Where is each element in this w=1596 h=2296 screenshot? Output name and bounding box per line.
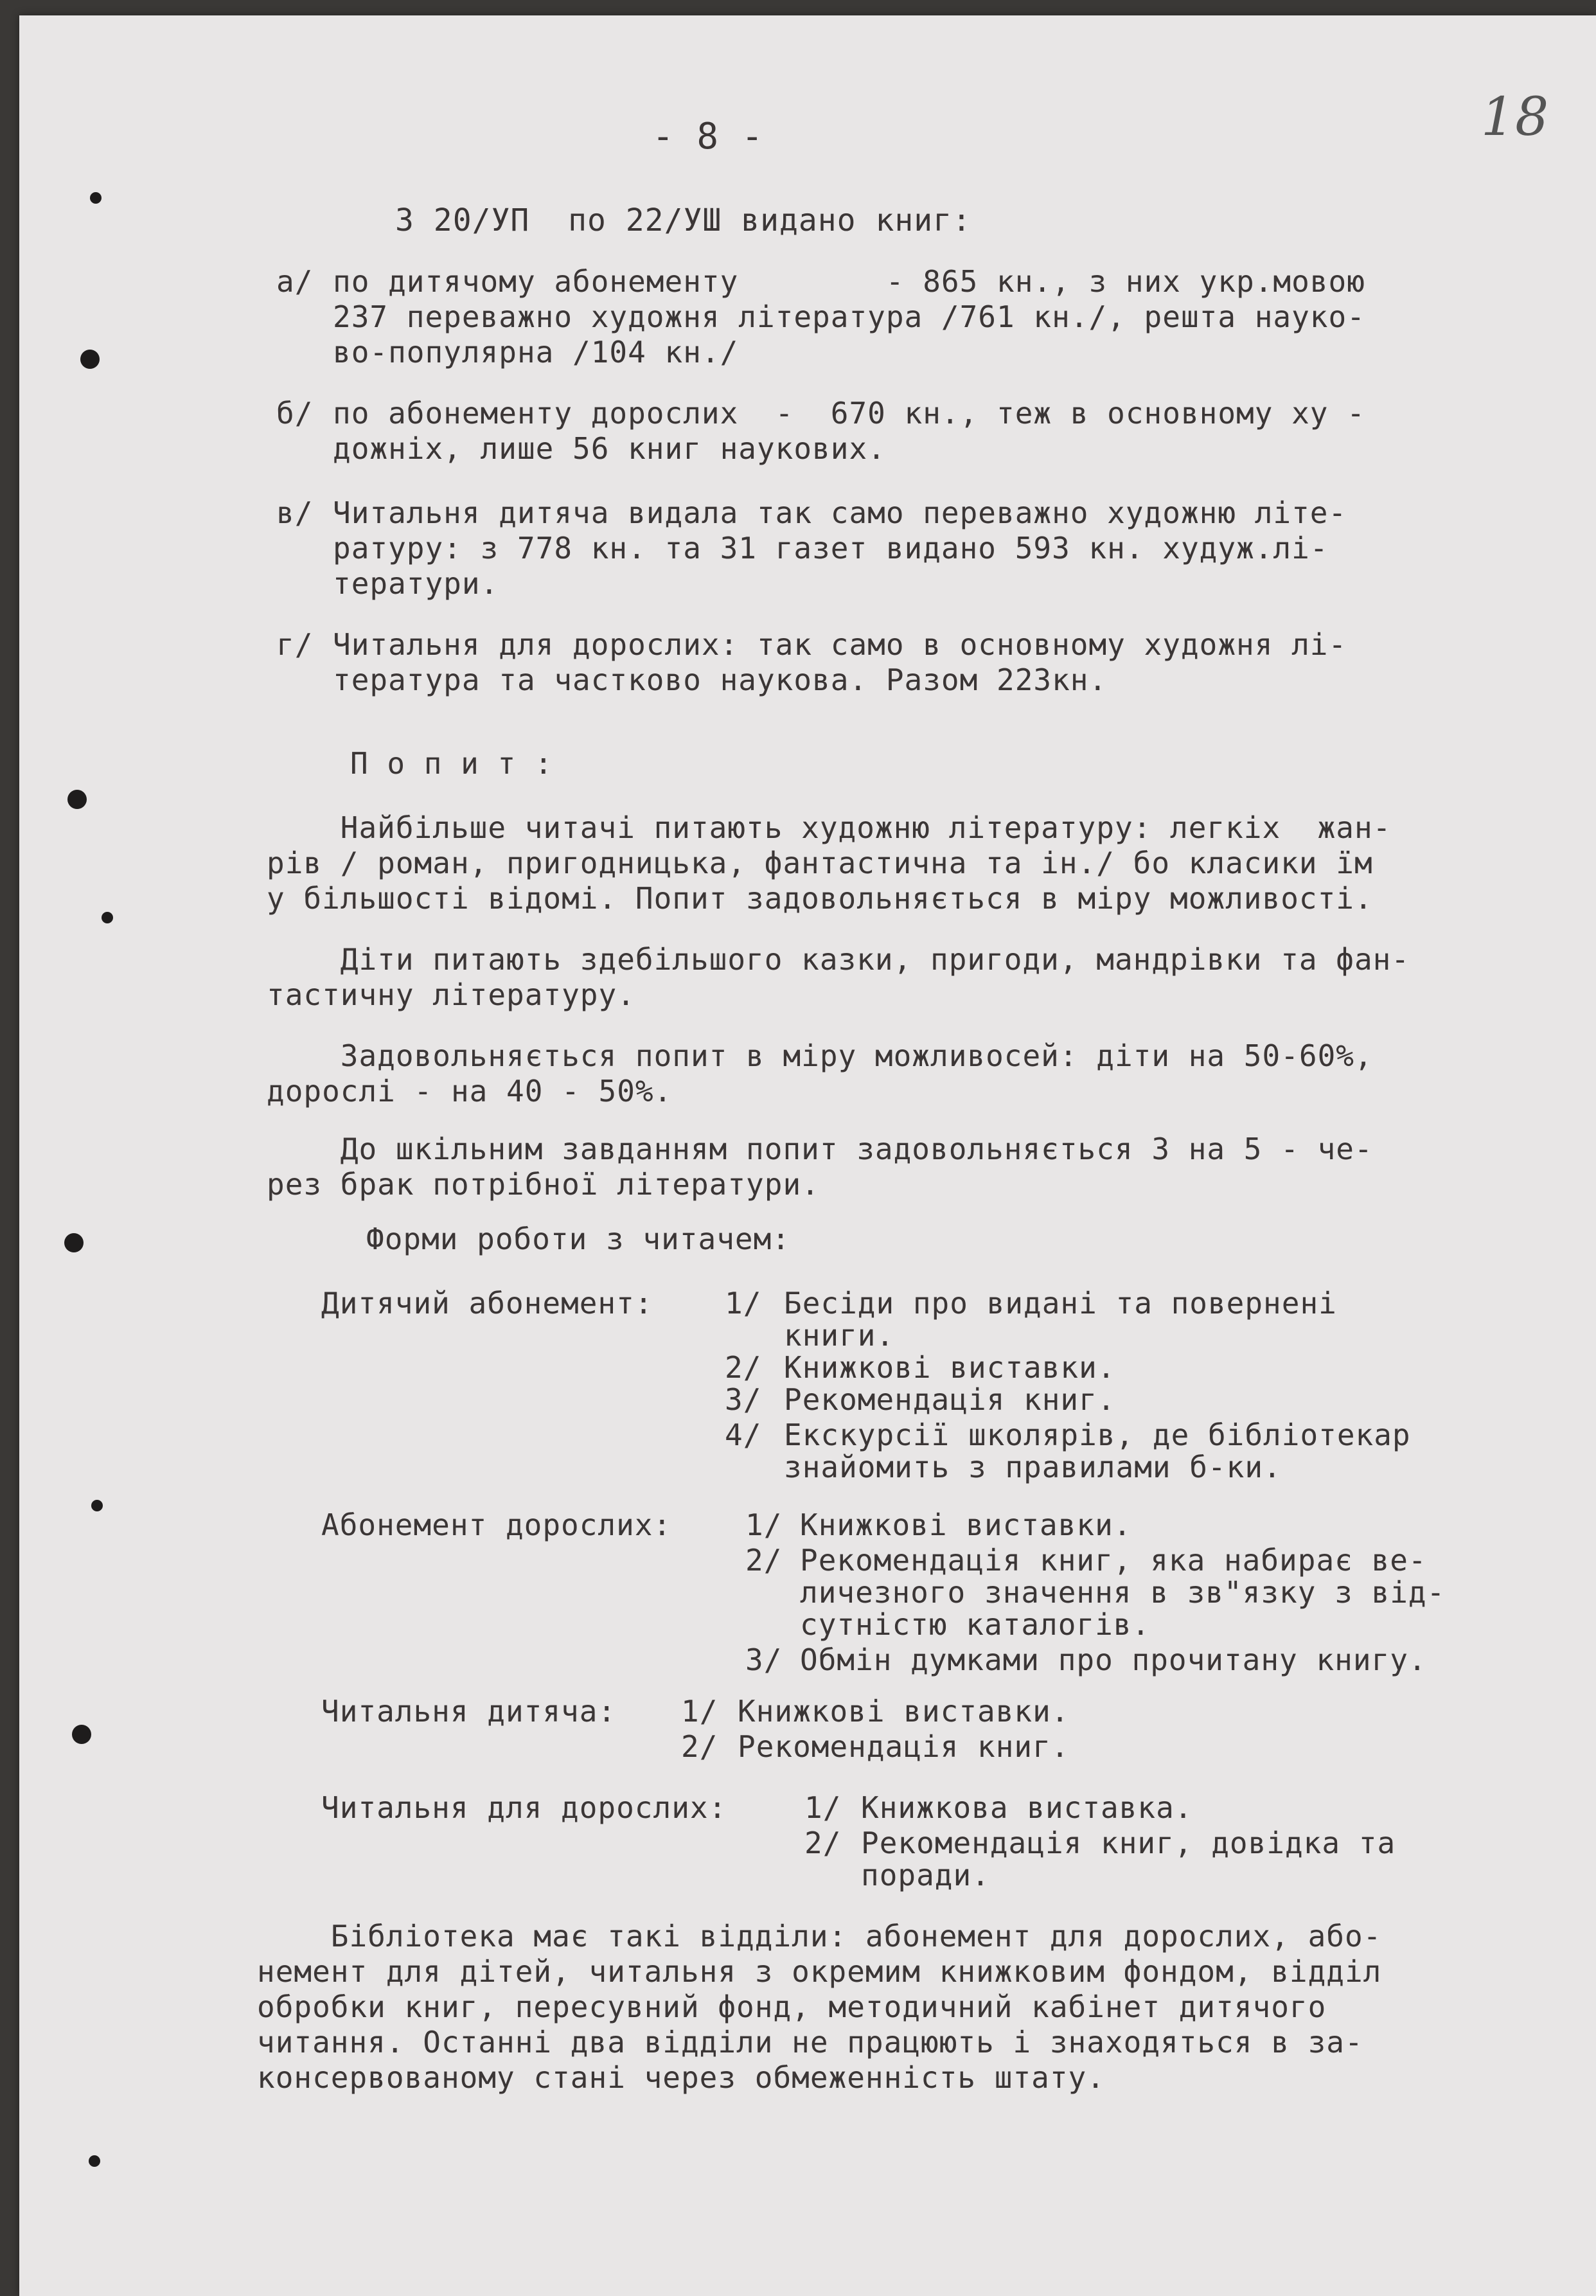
punch-hole — [89, 2155, 100, 2167]
punch-hole — [80, 350, 100, 369]
demand-heading: П о п и т : — [350, 746, 553, 781]
item-line: дожніх, лише 56 книг наукових. — [333, 431, 886, 466]
item-number: 1/ — [804, 1790, 842, 1825]
item-text: Бесіди про видані та повернені — [784, 1286, 1337, 1321]
item-marker: г/ — [276, 627, 314, 662]
item-text: Книжкові виставки. — [738, 1694, 1070, 1729]
item-number: 2/ — [745, 1543, 783, 1578]
item-number: 2/ — [804, 1826, 842, 1860]
handwritten-folio-number: 18 — [1481, 87, 1550, 148]
paragraph-line: Бібліотека має такі відділи: абонемент для дорослих, або- — [257, 1919, 1382, 1953]
item-line: ратуру: з 778 кн. та 31 газет видано 593 кн. худуж.лі- — [333, 531, 1329, 565]
item-text: Рекомендація книг, довідка та — [861, 1826, 1396, 1860]
punch-hole — [102, 912, 113, 923]
punch-hole — [72, 1725, 91, 1744]
item-line: Читальня для дорослих: так само в основному художня лі- — [333, 627, 1347, 662]
paragraph-line: рів / роман, пригодницька, фантастична та ін./ бо класики їм — [267, 846, 1373, 880]
document-page — [19, 15, 1596, 2296]
item-number: 2/ — [725, 1350, 762, 1385]
forms-heading: Форми роботи з читачем: — [366, 1222, 790, 1256]
paragraph-line: рез брак потрібної літератури. — [267, 1167, 820, 1202]
item-line: Читальня дитяча видала так само переважно художню літе- — [333, 495, 1347, 530]
paragraph-line: тастичну літературу. — [267, 977, 635, 1012]
item-text: Обмін думками про прочитану книгу. — [800, 1642, 1427, 1677]
item-marker: б/ — [276, 396, 314, 431]
item-line: 237 переважно художня література /761 кн./, решта науко- — [333, 299, 1365, 334]
paragraph-line: Задовольняється попит в міру можливосей: діти на 50-60%, — [267, 1038, 1373, 1073]
item-number: 1/ — [681, 1694, 718, 1729]
item-number: 1/ — [725, 1286, 762, 1321]
paragraph-line: читання. Останні два відділи не працюють і знаходяться в за- — [257, 2025, 1363, 2060]
item-text: Книжкова виставка. — [861, 1790, 1193, 1825]
section-label: Читальня дитяча: — [321, 1694, 617, 1729]
paragraph-line: обробки книг, пересувний фонд, методичний кабінет дитячого — [257, 1989, 1327, 2024]
item-text: знайомить з правилами б-ки. — [784, 1450, 1282, 1484]
item-number: 3/ — [745, 1642, 783, 1677]
section-label: Дитячий абонемент: — [321, 1286, 653, 1321]
section-label: Читальня для дорослих: — [321, 1790, 727, 1825]
paragraph-line: консервованому стані через обмеженність штату. — [257, 2060, 1105, 2095]
item-text: поради. — [861, 1858, 990, 1892]
item-line: по абонементу дорослих - 670 кн., теж в основному ху - — [333, 396, 1365, 431]
item-number: 1/ — [745, 1508, 783, 1542]
item-line: тератури. — [333, 566, 499, 601]
item-text: Книжкові виставки. — [784, 1350, 1116, 1385]
paragraph-line: До шкільним завданням попит задовольняється 3 на 5 - че- — [267, 1132, 1373, 1166]
paragraph-line: Найбільше читачі питають художню літературу: легкіх жан- — [267, 810, 1392, 845]
item-line: тература та частково наукова. Разом 223кн. — [333, 663, 1108, 697]
item-text: личезного значення в зв"язку з від- — [800, 1575, 1446, 1610]
item-text: Рекомендація книг, яка набирає ве- — [800, 1543, 1427, 1578]
item-text: сутністю каталогів. — [800, 1607, 1151, 1642]
paragraph-line: немент для дітей, читальня з окремим книжковим фондом, відділ — [257, 1954, 1382, 1989]
punch-hole — [90, 192, 102, 204]
paragraph-line: дорослі - на 40 - 50%. — [267, 1074, 673, 1108]
item-marker: а/ — [276, 264, 314, 299]
item-line: по дитячому абонементу - 865 кн., з них укр.мовою — [333, 264, 1365, 299]
item-marker: в/ — [276, 495, 314, 530]
item-text: Екскурсії школярів, де бібліотекар — [784, 1418, 1411, 1452]
item-number: 3/ — [725, 1382, 762, 1417]
paragraph-line: Діти питають здебільшого казки, пригоди, мандрівки та фан- — [267, 942, 1410, 977]
paragraph-line: у більшості відомі. Попит задовольняється в міру можливості. — [267, 881, 1373, 916]
punch-hole — [64, 1233, 84, 1252]
item-text: Рекомендація книг. — [738, 1729, 1070, 1764]
page-number: - 8 - — [652, 116, 764, 157]
punch-hole — [67, 790, 87, 809]
item-text: Рекомендація книг. — [784, 1382, 1116, 1417]
item-text: Книжкові виставки. — [800, 1508, 1132, 1542]
section-label: Абонемент дорослих: — [321, 1508, 672, 1542]
punch-hole — [91, 1500, 103, 1511]
item-text: книги. — [784, 1318, 895, 1353]
item-number: 4/ — [725, 1418, 762, 1452]
item-number: 2/ — [681, 1729, 718, 1764]
item-line: во-популярна /104 кн./ — [333, 335, 739, 369]
issued-heading: З 20/УП по 22/УШ видано книг: — [395, 202, 971, 238]
